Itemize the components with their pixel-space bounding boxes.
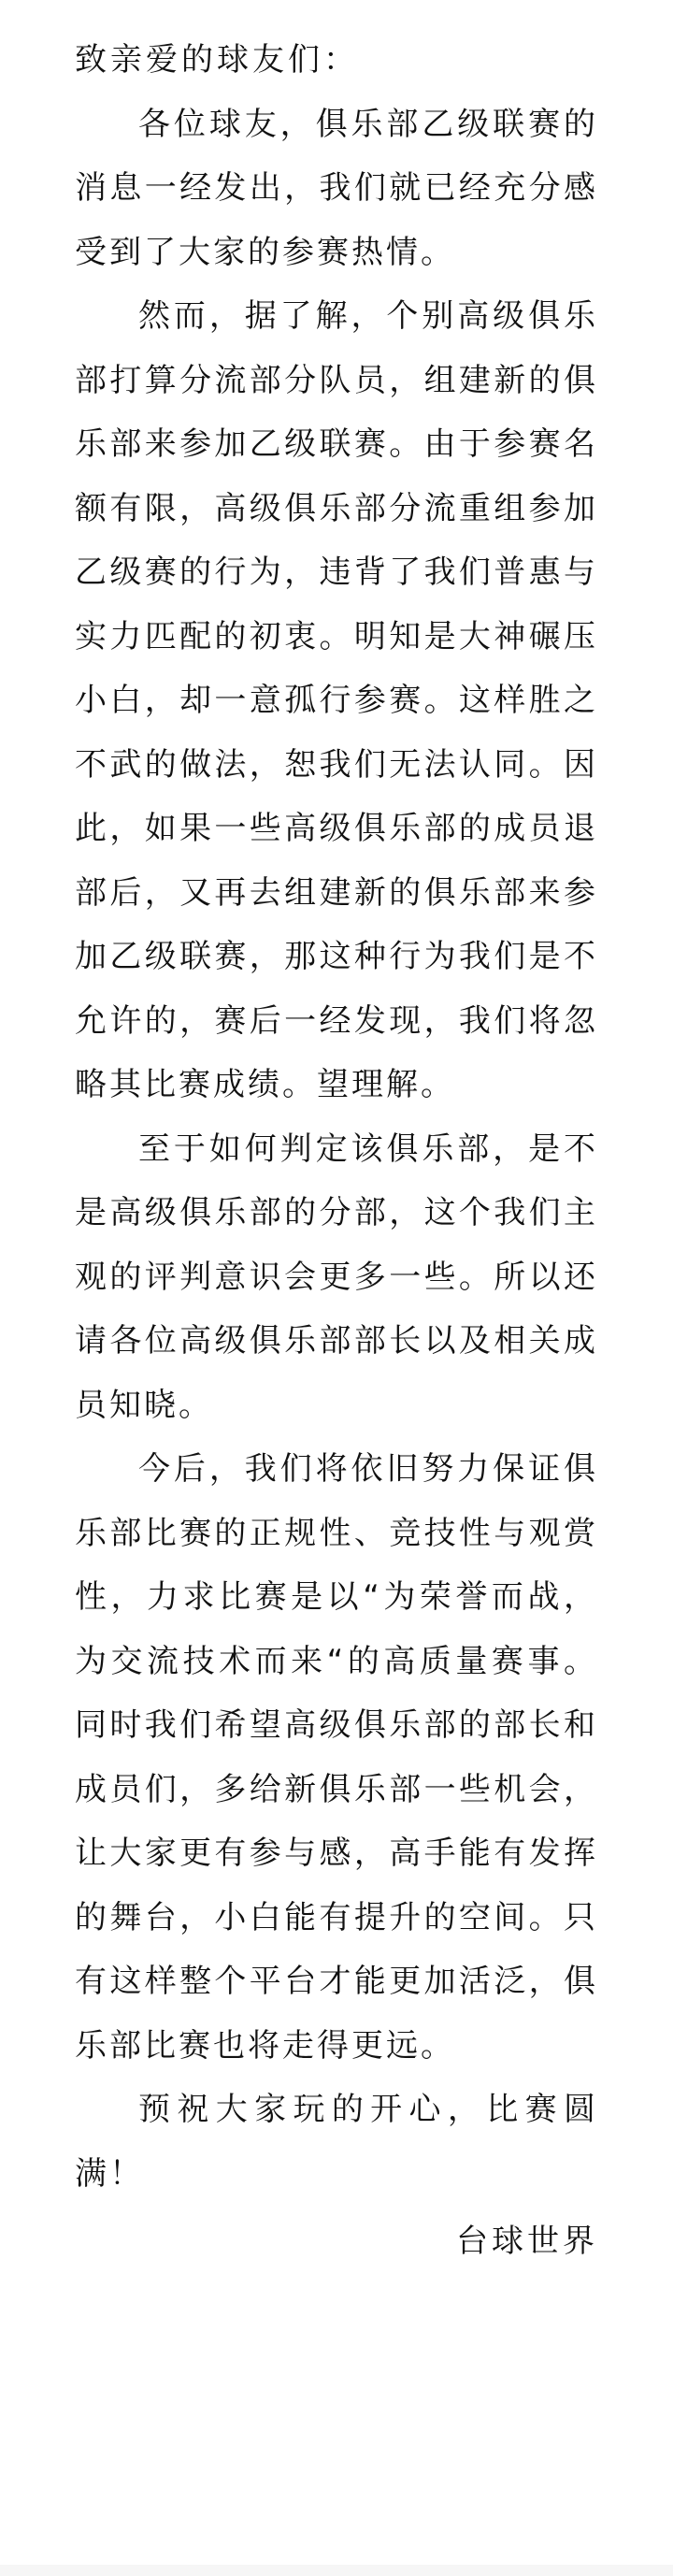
- letter-paragraph-3: 至于如何判定该俱乐部，是不是高级俱乐部的分部，这个我们主观的评判意识会更多一些。所以还请各位高级俱乐部部长以及相关成员知晓。: [75, 1130, 598, 1424]
- letter-paragraph-2: 然而，据了解，个别高级俱乐部打算分流部分队员，组建新的俱乐部来参加乙级联赛。由于参赛名额有限，高级俱乐部分流重组参加乙级赛的行为，违背了我们普惠与实力匹配的初衷。明知是大神碾压小白，却一意孤行参赛。这样胜之不武的做法，恕我们无法认同。因此，如果一些高级俱乐部的成员退部后，又再去组建新的俱乐部来参加乙级联赛，那这种行为我们是不允许的，赛后一经发现，我们将忽略其比赛成绩。望理解。: [75, 297, 598, 1103]
- letter-paragraph-1: 各位球友，俱乐部乙级联赛的消息一经发出，我们就已经充分感受到了大家的参赛热情。: [75, 105, 598, 271]
- bottom-divider-band: [0, 2565, 673, 2576]
- letter-salutation: 致亲爱的球友们：: [75, 41, 359, 79]
- letter-signature: 台球世界: [456, 2223, 598, 2260]
- letter-paragraph-4: 今后，我们将依旧努力保证俱乐部比赛的正规性、竞技性与观赏性，力求比赛是以“为荣誉而战，为交流技术而来“的高质量赛事。同时我们希望高级俱乐部的部长和成员们，多给新俱乐部一些机会，让大家更有参与感，高手能有发挥的舞台，小白能有提升的空间。只有这样整个平台才能更加活泛，俱乐部比赛也将走得更远。: [75, 1450, 598, 2065]
- letter-paragraph-5: 预祝大家玩的开心，比赛圆满！: [75, 2091, 598, 2193]
- letter-body: [75, 28, 598, 2274]
